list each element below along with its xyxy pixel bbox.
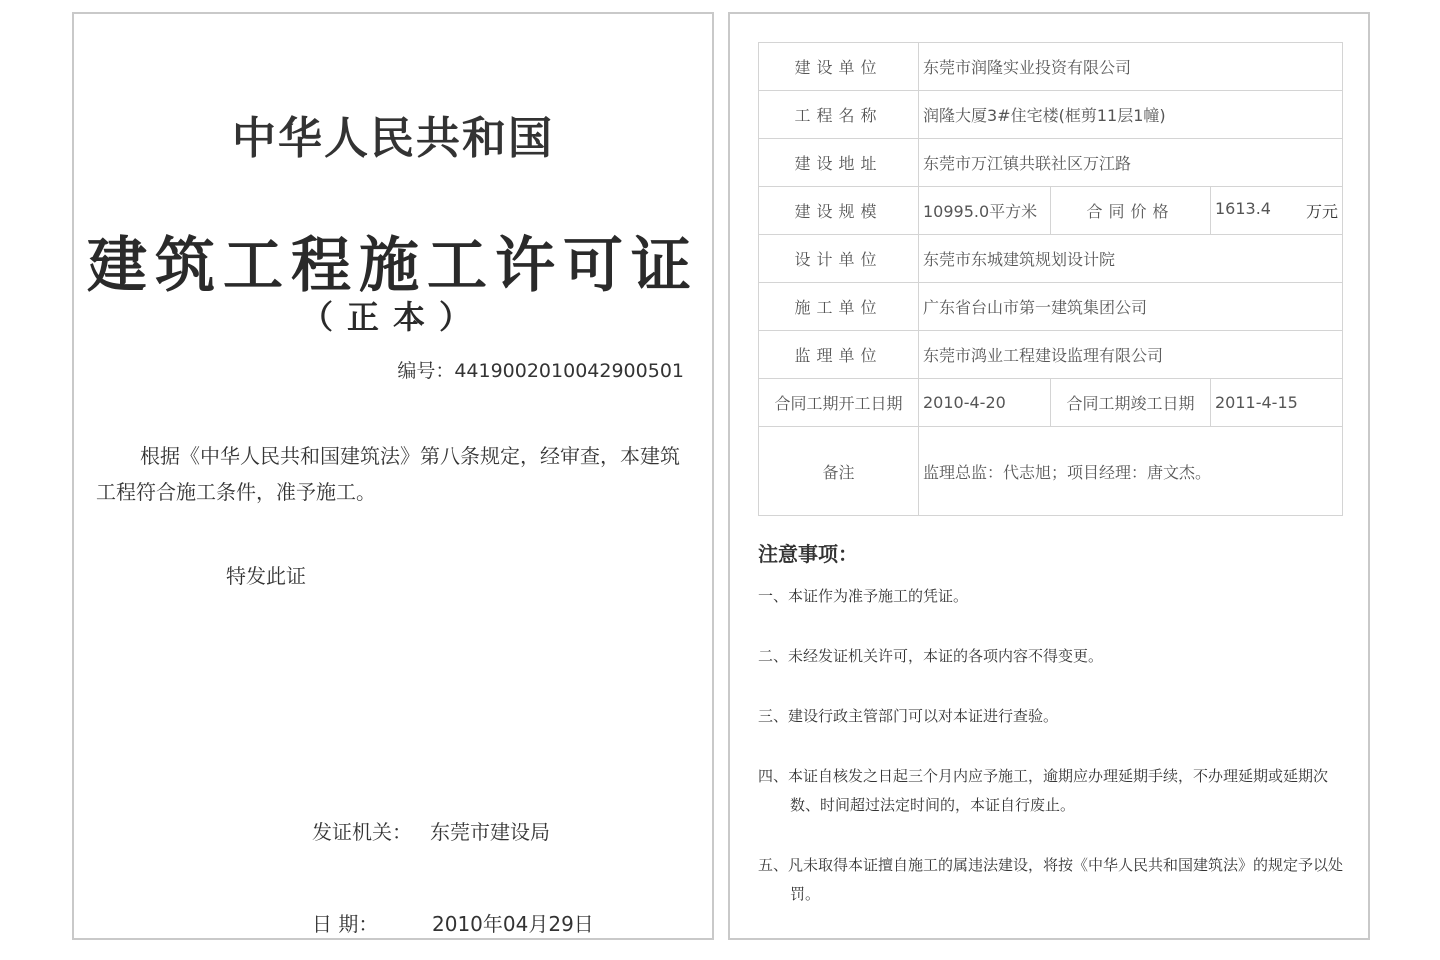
issuer-label: 发证机关：: [312, 820, 412, 844]
scale-label: 建设规模: [759, 187, 919, 235]
table-row: [759, 331, 1343, 379]
project-name-value: 润隆大厦3#住宅楼(框剪11层1幢): [919, 91, 1343, 139]
notice-list: [758, 582, 1348, 940]
table-row: [759, 43, 1343, 91]
issuer-row: [312, 816, 550, 845]
certificate-subtitle: （正本）: [300, 298, 485, 336]
contract-price-value: 1613.4: [1215, 199, 1271, 218]
end-date-value: 2011-4-15: [1211, 379, 1343, 427]
certificate-front-page: [72, 12, 714, 940]
start-date-value: 2010-4-20: [919, 379, 1051, 427]
certificate-number: 编号：441900201004290050​1: [397, 360, 684, 382]
remark-value: 监理总监：代志旭；项目经理：唐文杰。: [919, 427, 1343, 516]
certificate-title: 建筑工程施工许可证: [87, 231, 699, 301]
table-row: [759, 427, 1343, 516]
project-info-table: [758, 42, 1343, 516]
remark-label: 备注: [759, 427, 919, 516]
table-row: [759, 91, 1343, 139]
supervisor-value: 东莞市鸿业工程建设监理有限公司: [919, 331, 1343, 379]
table-row: [759, 187, 1343, 235]
contractor-value: 广东省台山市第一建筑集团公司: [919, 283, 1343, 331]
contract-price-label: 合同价格: [1051, 187, 1211, 235]
notice-item: 四、本证自核发之日起三个月内应予施工，逾期应办理延期手续，不办理延期或延期次数、时间超过法定时间的，本证自行废止。: [758, 767, 1329, 814]
certificate-body-text: 根据《中华人民共和国建筑法》第八条规定，经审查，本建筑工程符合施工条件，准予施工。: [96, 444, 680, 504]
designer-value: 东莞市东城建筑规划设计院: [919, 235, 1343, 283]
start-date-label: 合同工期开工日期: [759, 379, 919, 427]
issue-date-row: [312, 908, 594, 937]
contractor-label: 施工单位: [759, 283, 919, 331]
contract-price-cell: [1211, 187, 1343, 235]
end-date-label: 合同工期竣工日期: [1051, 379, 1211, 427]
notice-item: 五、凡未取得本证擅自施工的属违法建设，将按《中华人民共和国建筑法》的规定予以处罚。: [758, 856, 1344, 903]
project-name-label: 工程名称: [759, 91, 919, 139]
issue-note: 特发此证: [226, 564, 306, 588]
table-row: [759, 379, 1343, 427]
notice-item: 三、建设行政主管部门可以对本证进行查验。: [758, 707, 1059, 725]
certificate-details-page: [728, 12, 1370, 940]
table-row: [759, 235, 1343, 283]
date-value: 2010年04月29日: [432, 912, 594, 936]
designer-label: 设计单位: [759, 235, 919, 283]
supervisor-label: 监理单位: [759, 331, 919, 379]
table-row: [759, 283, 1343, 331]
scale-value: 10995.0平方米: [919, 187, 1051, 235]
builder-value: 东莞市润隆实业投资有限公司: [919, 43, 1343, 91]
contract-price-unit: 万元: [1306, 202, 1339, 221]
builder-label: 建设单位: [759, 43, 919, 91]
country-name: 中华人民共和国: [232, 113, 554, 164]
notice-title: 注意事项：: [758, 542, 858, 566]
address-value: 东莞市万江镇共联社区万江路: [919, 139, 1343, 187]
notice-item: 一、本证作为准予施工的凭证。: [758, 587, 969, 605]
issuer-value: 东莞市建设局: [430, 820, 550, 844]
notice-item: 二、未经发证机关许可，本证的各项内容不得变更。: [758, 647, 1104, 665]
date-label: 日 期：: [312, 912, 379, 936]
table-row: [759, 139, 1343, 187]
address-label: 建设地址: [759, 139, 919, 187]
